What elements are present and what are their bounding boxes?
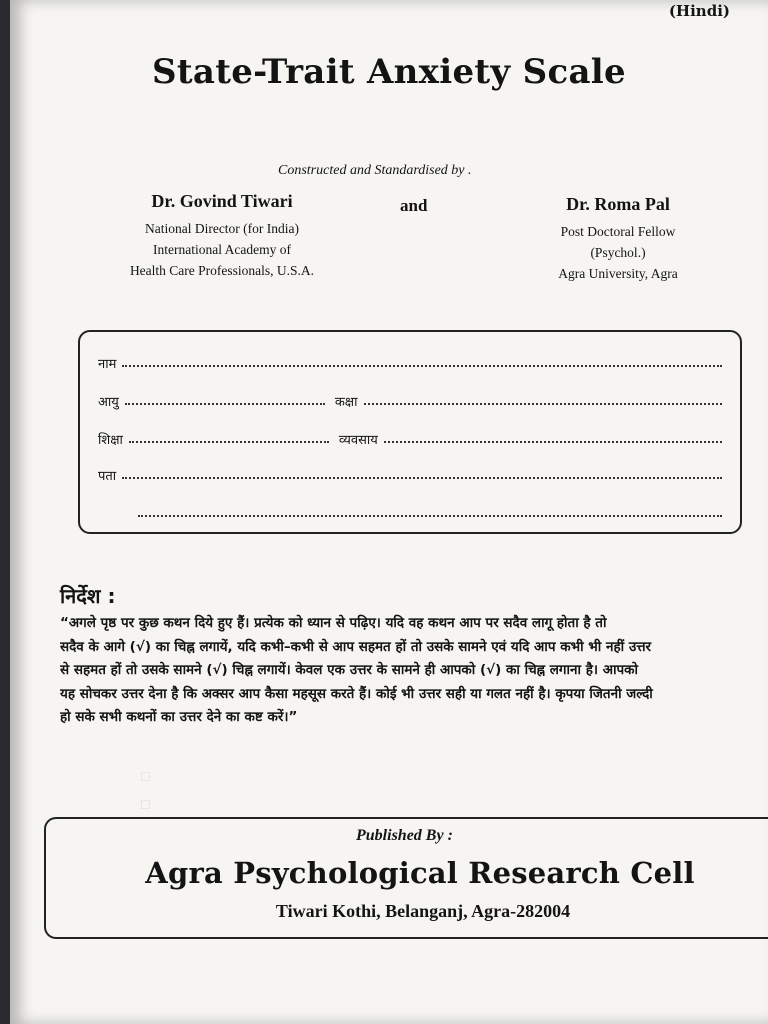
published-by-label: Published By : [356,827,453,844]
respondent-details-form [78,330,742,534]
instructions-line: “अगले पृष्ठ पर कुछ कथन दिये हुए हैं। प्रत्येक को ध्यान से पढ़िए। यदि वह कथन आप पर सदैव लागू होता है तो [60,615,607,631]
age-class-row [98,386,722,410]
name-field[interactable] [122,365,722,367]
address-label: पता [98,469,117,484]
author-1-name: Dr. Govind Tiwari [151,191,293,211]
page-title: State-Trait Anxiety Scale [152,52,626,92]
and-connector: and [400,196,428,215]
publisher-address: Tiwari Kothi, Belanganj, Agra-282004 [275,901,571,921]
author-1-line: National Director (for India) [144,221,300,236]
instructions-line: से सहमत हों तो उसके सामने (√) चिह्न लगायें। केवल एक उत्तर के सामने ही आपको (√) का चिह्न लगाना है। आपको [60,662,639,678]
address-row-2 [138,498,722,522]
author-2-line: (Psychol.) [590,245,646,260]
instructions-heading: निर्देश : [60,584,116,608]
bleed-through-mark: ☐ [140,798,151,812]
constructed-by-line: Constructed and Standardised by . [278,163,472,178]
occupation-field[interactable] [384,441,722,443]
education-label: शिक्षा [98,433,123,448]
author-2-line: Agra University, Agra [558,266,678,281]
age-field[interactable] [125,403,325,405]
author-2-name: Dr. Roma Pal [566,194,670,214]
address-field[interactable] [122,477,722,479]
instructions-line: हो सके सभी कथनों का उत्तर देने का कष्ट करें।” [60,709,298,725]
language-tag: (Hindi) [668,2,730,20]
instructions-line: सदैव के आगे (√) का चिह्न लगायें, यदि कभी–कभी से आप सहमत हों तो उसके सामने एवं यदि आप कभी भी नहीं उत्तर [60,638,652,655]
age-label: आयु [98,395,119,410]
bleed-through-mark: ☐ [140,770,151,784]
education-occupation-row [98,424,722,448]
occupation-label: व्यवसाय [338,433,378,448]
class-label: कक्षा [334,395,358,410]
author-2-line: Post Doctoral Fellow [560,224,676,239]
instructions-paragraph [60,612,768,730]
name-label: नाम [98,357,117,372]
author-block-2 [528,194,708,284]
instructions-line: यह सोचकर उत्तर देना है कि अक्सर आप कैसा महसूस करते हैं। कोई भी उत्तर सही या गलत नहीं है। कृपया जितनी जल्दी [60,685,653,702]
address-row [98,460,722,484]
document-page [10,0,768,1024]
education-field[interactable] [129,441,329,443]
publisher-name: Agra Psychological Research Cell [145,856,695,890]
author-block-1 [88,191,356,281]
class-field[interactable] [364,403,722,405]
name-row [98,348,722,372]
address-field-line-2[interactable] [138,515,722,517]
author-1-line: Health Care Professionals, U.S.A. [129,263,315,278]
author-1-line: International Academy of [153,242,291,257]
